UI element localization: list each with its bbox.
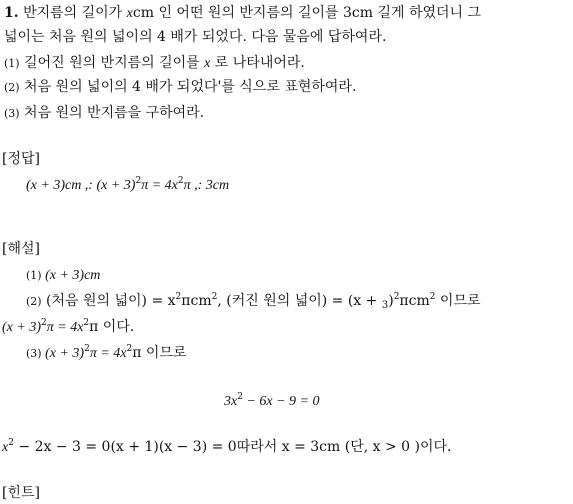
stem-text: cm 인 어떤 원의 반지름의 길이를 3 [132,5,352,21]
hint-heading: [힌트] [2,485,40,501]
step-text: π = 4x [46,320,84,335]
question-1 [4,54,305,73]
step-text: πcm [181,293,212,309]
question-label: (3) [4,107,20,120]
solution-heading: [해설] [2,241,40,257]
solution-step-3 [26,344,186,363]
step-label: (1) [26,269,42,282]
question-2 [4,78,356,97]
step-text: (처음 원의 넓이) = x [41,293,176,309]
step-label: (3) [26,347,42,360]
step-text: πcm [399,293,430,309]
equation-part: − 6x − 9 = 0 [242,394,320,409]
exponent: 2 [175,292,182,302]
question-text: 길어진 원의 반지름의 길이를 [19,55,205,71]
problem-number: 1. [4,5,19,21]
exponent: 2 [8,438,14,448]
step-text: (x + 3) [41,346,85,361]
solution-step-2 [26,292,481,315]
solution-step-1 [26,266,100,285]
equation-part: 3x [224,394,238,409]
exponent: 2 [84,344,90,354]
question-3 [4,104,204,123]
question-label: (2) [4,81,20,94]
stem-text: cm 길게 하였더니 그 [351,5,482,21]
answer-part: π ,: 3cm [183,178,230,193]
exponent: 2 [237,392,243,402]
step-text: ) [388,293,394,309]
answer-text [26,176,229,195]
step-text: 이므로 [435,293,481,309]
problem-stem-line2: 넓이는 처음 원의 넓이의 4 배가 되었다. 다음 물음에 답하여라. [4,29,387,45]
exponent: 2 [83,318,90,328]
variable-x: x [204,56,211,71]
solution-final [2,438,451,457]
exponent: 2 [393,292,400,302]
final-part: x [2,440,9,455]
solution-step-2-cont [2,318,134,337]
answer-heading: [정답] [2,151,40,167]
step-text: π 이다. [89,319,135,335]
display-equation [224,392,320,411]
exponent: 2 [211,292,218,302]
exponent: 2 [135,176,142,186]
question-text: 로 나타내어라. [210,55,305,71]
problem-stem-line1 [4,4,481,23]
subscript: 3 [381,300,389,311]
variable-x: x [126,6,133,21]
exponent: 2 [177,176,184,186]
question-text: 처음 원의 반지름을 구하여라. [19,105,205,121]
answer-part: (x + 3)cm ,: (x + 3) [26,178,136,193]
question-text: 처음 원의 넓이의 4 배가 되었다'를 식으로 표현하여라. [19,79,357,95]
question-label: (1) [4,57,20,70]
step-text: , (커진 원의 넓이) = (x + [217,293,382,309]
step-text: π 이므로 [132,345,187,361]
final-part: − 2x − 3 = 0(x + 1)(x − 3) = 0따라서 x = 3cm (단, x > 0 )이다. [13,439,452,455]
step-label: (2) [26,295,42,308]
step-text: (x + 3)cm [41,268,101,283]
stem-text: 반지름의 길이가 [23,5,127,21]
step-text: (x + 3) [2,320,41,335]
exponent: 2 [41,318,47,328]
answer-part: π = 4x [141,178,178,193]
exponent: 2 [126,344,133,354]
step-text: π = 4x [89,346,127,361]
exponent: 2 [429,292,436,302]
